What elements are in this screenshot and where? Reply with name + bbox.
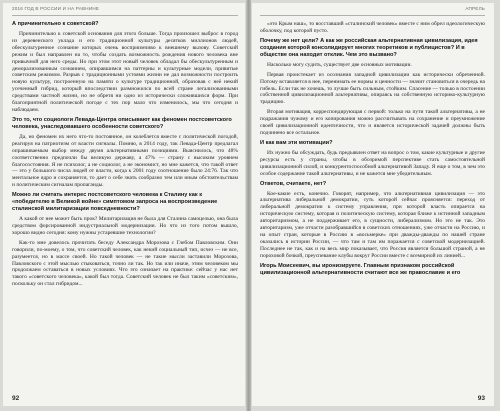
page-number: 93 — [477, 395, 485, 402]
interview-question: Можно ли считать интерес постсоветского человека к Сталину как к «победителю в Великой войне» симптомом запроса на воспроизведение сталинской милитаризации повседневности? — [12, 192, 218, 213]
body-paragraph: Как-то мне довелось прочитать беседу Александра Морозова с Глебом Павловским. Они говорили, по-моему, о том, что советский человек, как некий социальный тип, исчез — не все, разумеется, но в массе своей. Но такой человек — не такие мысли заставили Морозова, Павловского с этой мыслью стыковаться, точно ли так. Но так или иначе, этим человеком мы продолжаем оставаться в новых условиях. Что это означает на практике: сейчас у нас нет такого «советского человека», какой был тогда. Советский человек не был таким «советским», поскольку он стал гибридом... — [12, 239, 238, 288]
body-paragraph: Первая проистекает из осознания западной цивилизации как исторически обреченной. Потому вставляется в нее, перенимать ее нормы и ценности — значит становиться в очередь на гибель. Если так не хочешь, то лучше быть сильным, стойким. Спасение — только в постоении собственной цивилизационной альтернативы, опираясь на собственную историко-культурную традицию. — [260, 71, 485, 106]
body-paragraph: «это Крым наш», то восставший «сталинский человек» вместе с ним обрел идеологическую оболочку, под которой пусто. — [260, 21, 485, 34]
interview-question: Это то, что социологи Левада-Центра описывают как феномен постсоветского человека, унаследовавшего особенности советского? — [12, 116, 232, 130]
interview-question: Ответов, считаете, нет? — [260, 180, 327, 187]
body-paragraph: Вторая мотивация, корреспондирующая с первой: только на пути такой альтернативы, а не подражания чужому и его копирования можно рассчитывать на сохранение и преумножение своей цивилизационной идентичности, что и является исторической задачей должны быть подчинено все остальное. — [260, 109, 485, 136]
page-content — [12, 21, 238, 288]
interview-question: Почему же нет цели? А как же российская альтернативная цивилизация, идея создания которой консолидирует многих теоретиков и публицистов? И в обществе она находит отклик. Чем это вызвано? — [260, 37, 478, 58]
body-paragraph: Насколько могу судить, существует две основных мотивации. — [267, 61, 412, 68]
body-paragraph: Их нужно бы обсуждать, будь предъявлен ответ на вопрос о том, какие культурные и другие ресурсы есть у страны, чтобы в обозримой перспективе стать самостоятельной цивилизационной силой, и конкурентоспособной альтернативой Западу. Я еще о том, в чем это особое содержание такой альтернативы, и не кажется мне убедительным. — [260, 149, 485, 177]
right-page — [252, 3, 494, 406]
interview-question: И как вам эти мотивации? — [260, 139, 333, 146]
interview-question: А причинительно к советской? — [12, 21, 99, 27]
left-page — [3, 3, 245, 406]
running-header: АПРЕЛЬ — [260, 3, 485, 16]
interview-question: Игорь Моисеевич, вы иронизируете. Главным признаком российской цивилизационной альтернативности считают все же православие и его — [260, 262, 461, 276]
body-paragraph: Причинительно к советской основания для этого больше. Тогда произошел выброс в город из деревенского уклада и его традиционной культуры десятков миллионов людей, обескультуренное сознание которых очень восприимчиво к внешнему вызову. Советский режим и был направлен на то, чтобы создать возможность рождения нового человека вне привычной для него среды. Но при этом этот новый человек обладал бы обескультуренным и деморализованным сознанием, опиравшимся на паттерны и культурные модели, привитые советским режимом. Разрыв с традиционными устоями жизни не дал возможности построить новую культуру, построенную на памяти о культуре традиционной, образовав с неё некий усеченный гибрид, который впоследствии размножился по всей стране легализованными средствами частной жизни, но не обретя ни одно из исторически сложившихся форм. При благоприятной политической погоде с тех пор мало что изменилось, мы что сегодня и наблюдаем. — [12, 31, 238, 113]
book-spine — [246, 0, 251, 411]
running-header: 2016 ГОД В РОССИИ И НА РАВНИНЕ — [12, 3, 238, 16]
body-paragraph: Да, но феномен их него что-то постоянное, он колеблется вместе с политической погодой, реагируя на патриотизм от власти сигналы. Помню, в 2014 году, так Левада-Центр предлагал опрашиваемым выбор между двумя альтернативными позициями. Выяснилось, что 48% соответственно предпочли бы великую державу, а 47% — страну с высоким уровнем благосостояния. Я не психолог, а не социолог, а не экономист, но мне кажется, что такой ответ — это у большого числа людей от власти, когда к 2001 году соотношение было 24:76. Так что ментальное ядро и сохраняется, то дает о себе знать сообразно тем или иным обстоятельствам и политическим сигналам пропаганды. — [12, 133, 238, 189]
body-paragraph: Кое-какие есть, конечно. Говорят, например, что альтернативная цивилизация — это альтернатива либеральной демократии, суть которой сейчас проясняется: переход от либеральной демократии к систему управления, при которой власть опирается на историческую систему, которая и политическую систему, которая ближе к истинной западным авторитаризмом, а не поддерживает его, в сущности, либерализмом. Но это не так. Это авторитаризм, уже отчасти разобравшийся в советских отношениях, уже отчасти на Россию, и на опыт стран, которые в Россию в «восьмерке» при дважды-дважды по нашей стране оказались в истории России, — что там и там им поражается с советской модернизацией. Последнее не так, как и на весь мир показывает, что Россия является большой страной, а не пороховой бочкой, преуспевание клубы вокруг России вместе с всемирной их линией... — [260, 190, 485, 259]
page-number: 92 — [12, 395, 20, 402]
body-paragraph: А какой от нее может быть прок? Милитаризация не была для Сталина самоцелью, она была средством форсированной индустриальной модернизации. Но что из того потом вышло, хорошо видно сегодня: кому нужны устаревшие технологии? — [12, 216, 238, 236]
page-content — [260, 21, 485, 277]
